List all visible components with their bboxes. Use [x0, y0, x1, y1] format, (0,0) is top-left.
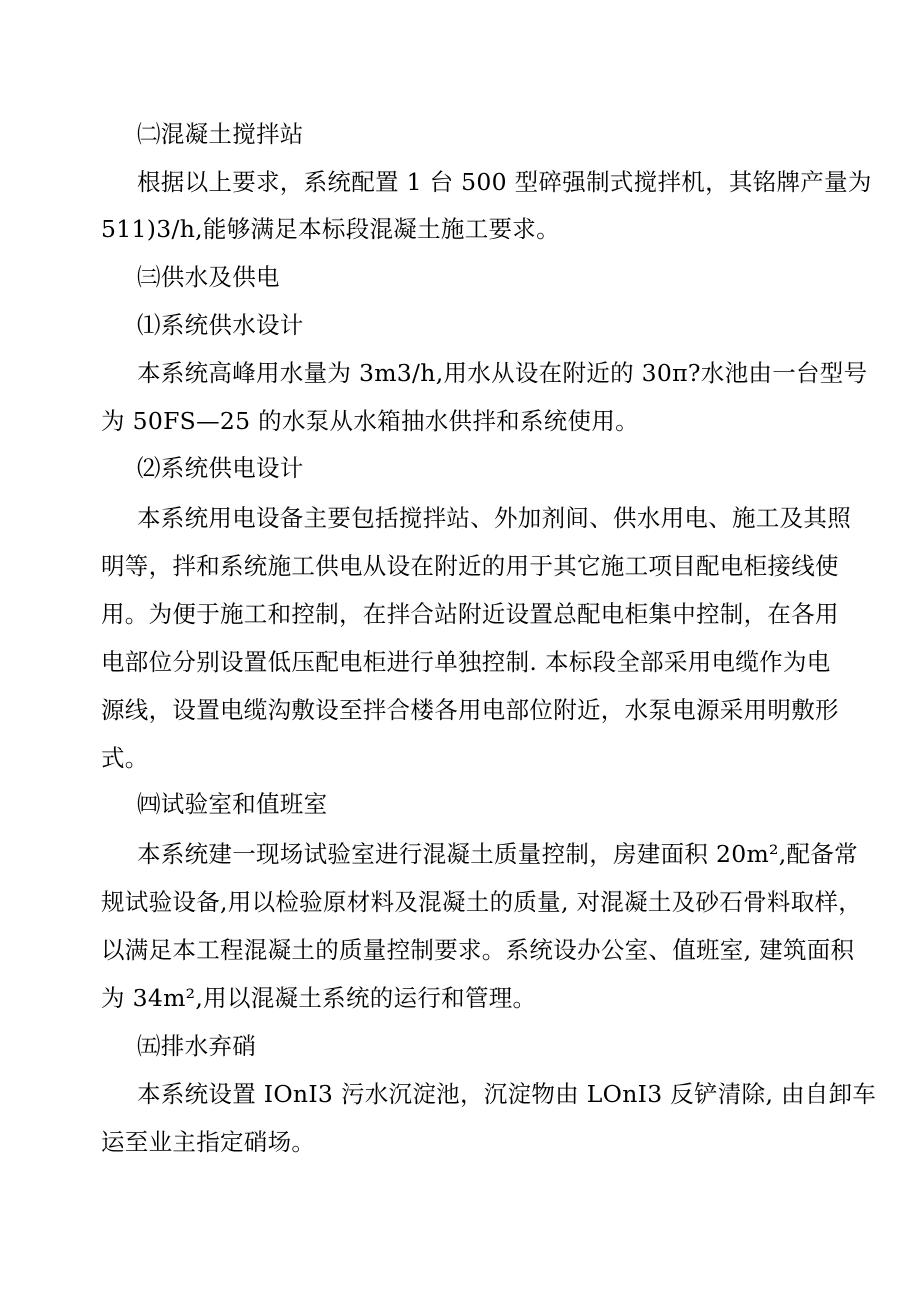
paragraph-line: 为 34m²,用以混凝土系统的运行和管理。 — [101, 984, 537, 1012]
paragraph-line: 为 50FS—25 的水泵从水箱抽水供拌和系统使用。 — [101, 407, 639, 435]
paragraph-line: 本系统高峰用水量为 3m3∕h,用水从设在附近的 30π?水池由一台型号 — [137, 359, 868, 387]
paragraph-line: 根据以上要求，系统配置 1 台 500 型碎强制式搅拌机，其铭牌产量为 — [137, 168, 872, 196]
paragraph-line: 式。 — [101, 744, 149, 772]
paragraph-line: 本系统用电设备主要包括搅拌站、外加剂间、供水用电、施工及其照 — [137, 504, 851, 532]
subheading-power-supply-design: ⑵系统供电设计 — [137, 454, 304, 482]
heading-water-power-supply: ㈢供水及供电 — [137, 263, 280, 291]
paragraph-line: 运至业主指定硝场。 — [101, 1128, 316, 1156]
heading-concrete-mixing-station: ㈡混凝土搅拌站 — [137, 120, 304, 148]
heading-test-lab-duty-room: ㈣试验室和值班室 — [137, 790, 328, 818]
paragraph-line: 511)3∕h,能够满足本标段混凝土施工要求。 — [101, 215, 560, 243]
paragraph-line: 本系统设置 IOnI3 污水沉淀池，沉淀物由 LOnI3 反铲清除, 由自卸车 — [137, 1080, 877, 1108]
paragraph-line: 本系统建一现场试验室进行混凝土质量控制，房建面积 20m²,配备常 — [137, 840, 858, 868]
paragraph-line: 用。为便于施工和控制，在拌合站附近设置总配电柜集中控制，在各用 — [101, 600, 839, 628]
paragraph-line: 明等，拌和系统施工供电从设在附近的用于其它施工项目配电柜接线使 — [101, 552, 839, 580]
paragraph-line: 以满足本工程混凝土的质量控制要求。系统设办公室、值班室, 建筑面积 — [101, 936, 855, 964]
paragraph-line: 规试验设备,用以检验原材料及混凝土的质量, 对混凝土及砂石骨料取样， — [101, 888, 863, 916]
paragraph-line: 电部位分别设置低压配电柜进行单独控制. 本标段全部采用电缆作为电 — [101, 648, 831, 676]
paragraph-line: 源线，设置电缆沟敷设至拌合楼各用电部位附近，水泵电源采用明敷形 — [101, 696, 839, 724]
subheading-water-supply-design: ⑴系统供水设计 — [137, 311, 304, 339]
heading-drainage: ㈤排水弃硝 — [137, 1032, 256, 1060]
